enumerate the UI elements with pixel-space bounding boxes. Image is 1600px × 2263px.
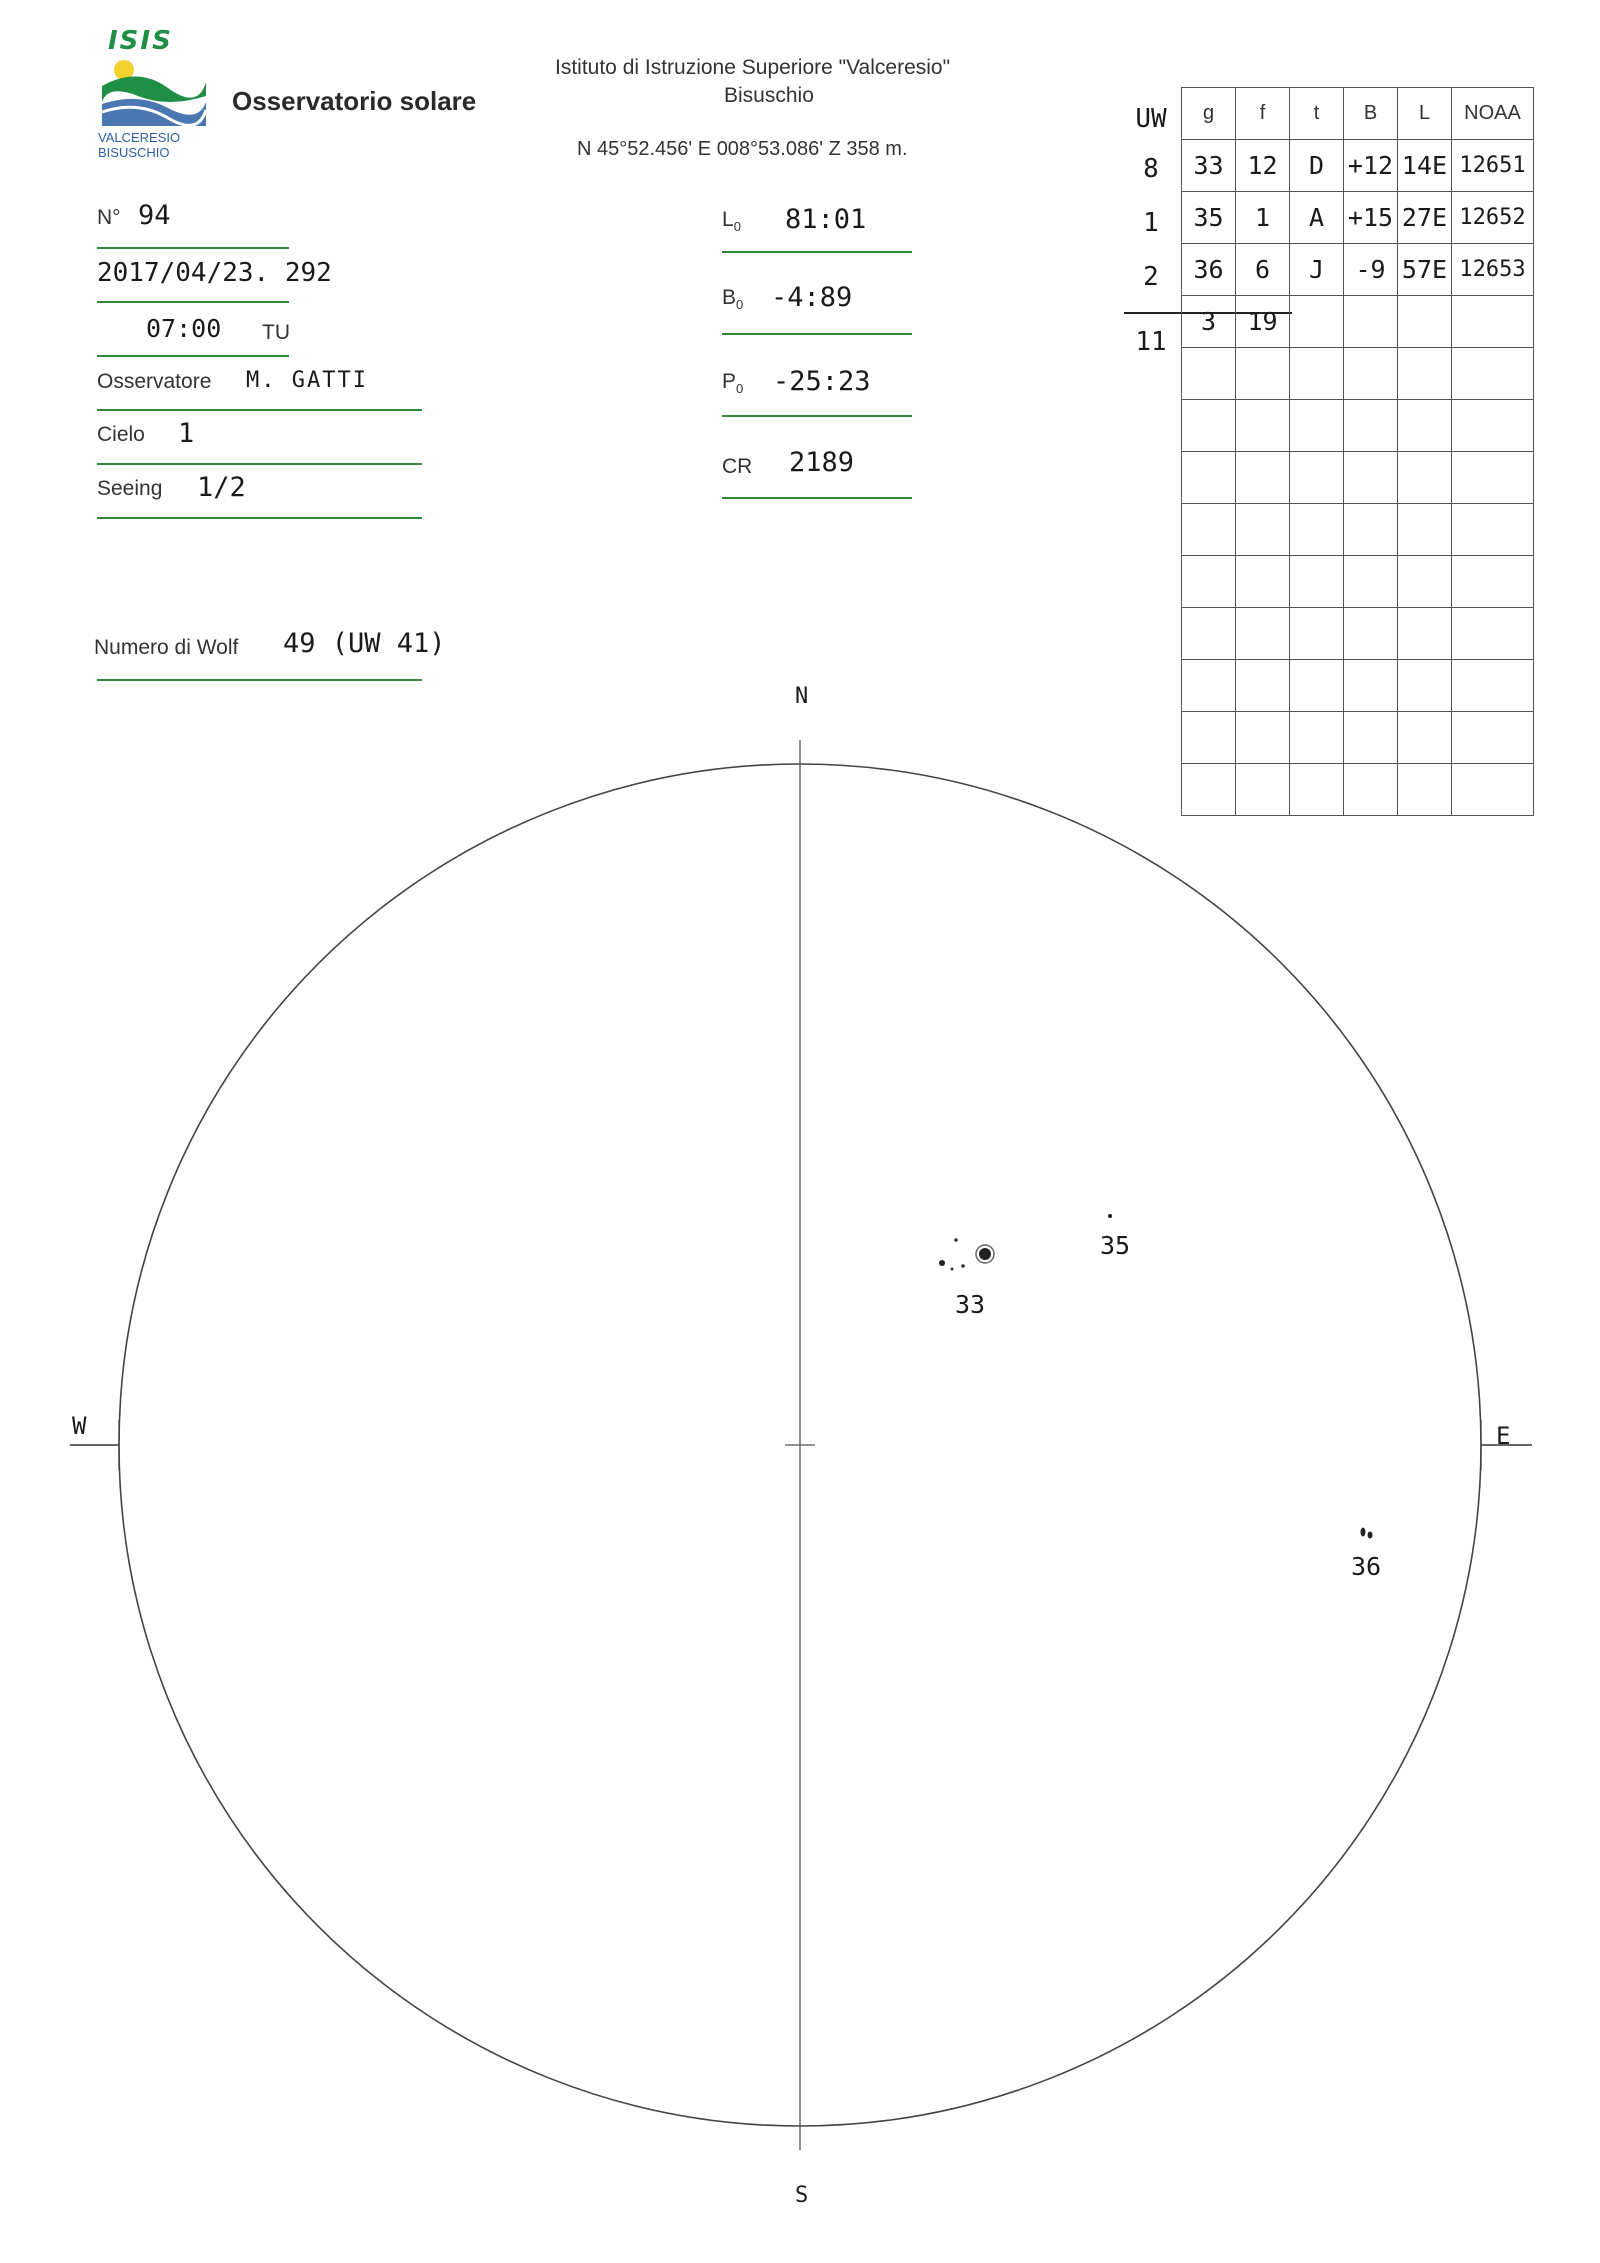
logo-subtitle-2: BISUSCHIO	[98, 145, 170, 160]
table-cell: +15	[1344, 192, 1398, 244]
table-cell: 27E	[1398, 192, 1452, 244]
table-cell: 12653	[1452, 244, 1534, 296]
col-header-g: g	[1182, 88, 1236, 140]
wolf-number-value: 49 (UW 41)	[283, 628, 446, 659]
logo-subtitle-1: VALCERESIO	[98, 130, 181, 145]
table-cell: 12652	[1452, 192, 1534, 244]
sunspot	[1368, 1532, 1373, 1539]
group-label-33: 33	[955, 1290, 986, 1319]
number-value: 94	[138, 200, 171, 231]
sunspot-group-33	[939, 1238, 994, 1270]
table-cell: A	[1290, 192, 1344, 244]
sunspot	[979, 1248, 991, 1260]
b0-label: $B_0$	[722, 286, 744, 313]
table-cell: 12	[1236, 140, 1290, 192]
west-label: W	[72, 1412, 87, 1440]
uw-row-2: 1	[1143, 208, 1159, 238]
seeing-value: 1/2	[197, 472, 246, 503]
uw-header: UW	[1135, 104, 1167, 134]
cr-value: 2189	[789, 447, 855, 478]
table-cell: 6	[1236, 244, 1290, 296]
table-cell: 14E	[1398, 140, 1452, 192]
group-label-35: 35	[1100, 1231, 1131, 1260]
observer-value: M. GATTI	[246, 368, 368, 393]
number-label: N°	[97, 206, 121, 229]
time-value: 07:00	[146, 314, 222, 343]
sunspot-group-36	[1361, 1528, 1373, 1539]
sunspot-group-35	[1108, 1214, 1112, 1218]
institute-town: Bisuschio	[724, 84, 814, 107]
south-label: S	[795, 2183, 809, 2208]
sunspot	[951, 1268, 954, 1271]
table-cell: 33	[1182, 140, 1236, 192]
b0-value: -4:89	[771, 282, 853, 313]
observer-label: Osservatore	[97, 370, 212, 393]
institute-name: Istituto di Istruzione Superiore "Valceresio"	[555, 56, 951, 79]
north-label: N	[795, 684, 809, 709]
table-cell: 36	[1182, 244, 1236, 296]
table-cell: 1	[1236, 192, 1290, 244]
logo-word: ISIS	[108, 26, 173, 56]
observatory-coordinates: N 45°52.456' E 008°53.086' Z 358 m.	[577, 138, 908, 160]
uw-row-1: 8	[1143, 154, 1159, 184]
table-cell: 35	[1182, 192, 1236, 244]
l0-value: 81:01	[785, 204, 867, 235]
time-unit: TU	[262, 321, 290, 344]
uw-row-3: 2	[1143, 262, 1159, 292]
sky-value: 1	[178, 418, 195, 449]
cr-label: CR	[722, 455, 753, 478]
table-cell: 19	[1236, 296, 1290, 348]
sky-label: Cielo	[97, 423, 145, 446]
wolf-number-label: Numero di Wolf	[94, 636, 239, 659]
sunspot	[939, 1260, 945, 1266]
group-label-36: 36	[1351, 1552, 1382, 1581]
sunspot	[954, 1238, 958, 1242]
east-label: E	[1496, 1422, 1511, 1450]
table-cell: 57E	[1398, 244, 1452, 296]
col-header-b: B	[1344, 88, 1398, 140]
l0-label: $L_0$	[722, 208, 741, 235]
table-cell: D	[1290, 140, 1344, 192]
col-header-t: t	[1290, 88, 1344, 140]
sunspot	[1108, 1214, 1112, 1218]
date-value: 2017/04/23. 292	[97, 258, 332, 288]
col-header-noaa: NOAA	[1452, 88, 1534, 140]
table-cell: -9	[1344, 244, 1398, 296]
p0-label: $P_0$	[722, 370, 744, 397]
col-header-l: L	[1398, 88, 1452, 140]
table-cell: 3	[1182, 296, 1236, 348]
uw-total: 11	[1135, 327, 1167, 357]
seeing-label: Seeing	[97, 477, 163, 500]
table-cell: 12651	[1452, 140, 1534, 192]
p0-value: -25:23	[773, 366, 871, 397]
sunspot	[961, 1264, 965, 1268]
observatory-title: Osservatorio solare	[232, 86, 477, 116]
table-cell: +12	[1344, 140, 1398, 192]
sunspot	[1361, 1528, 1366, 1537]
table-cell: J	[1290, 244, 1344, 296]
col-header-f: f	[1236, 88, 1290, 140]
